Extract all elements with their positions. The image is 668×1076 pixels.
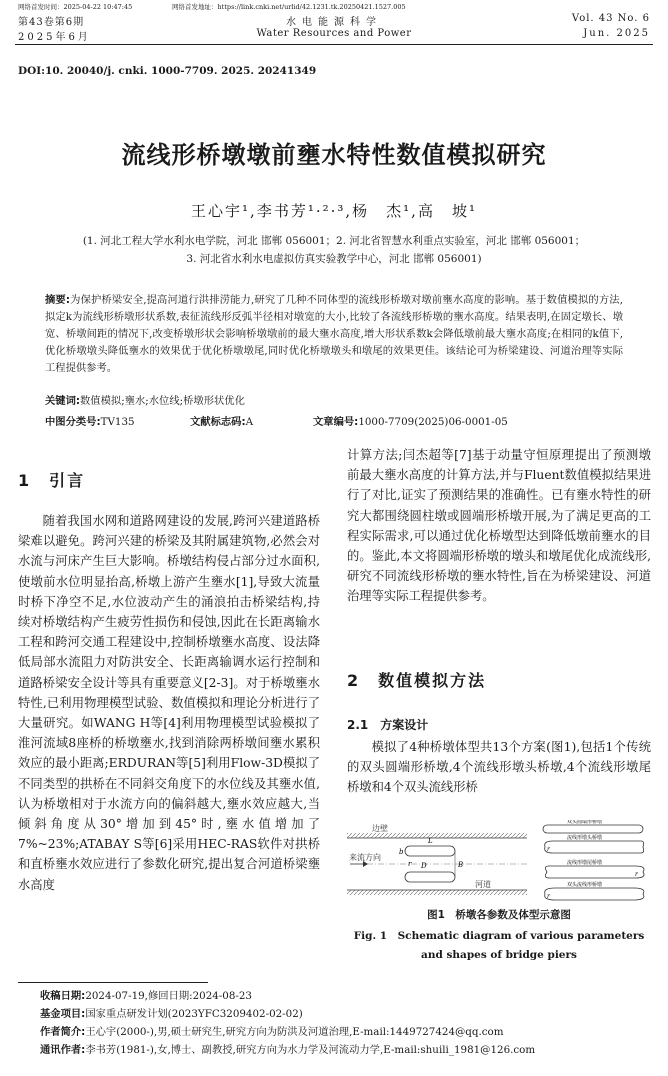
clc bbox=[45, 413, 135, 428]
keywords bbox=[45, 393, 623, 410]
journal-name-cn: 水电能源科学 bbox=[286, 17, 382, 28]
doc-code bbox=[190, 413, 253, 428]
shape-label-r-1: r bbox=[547, 846, 550, 853]
shape-label-r-3: r bbox=[547, 893, 550, 900]
shape-label-4: 双头流线形桥墩 bbox=[567, 882, 603, 888]
keywords-label: 关键词: bbox=[45, 395, 81, 407]
section-2-1-body bbox=[347, 737, 651, 798]
clc-label: 中图分类号: bbox=[45, 416, 101, 428]
abstract-text: 为保护桥梁安全,提高河道行洪排涝能力,研究了几种不同体型的流线形桥墩对墩前壅水高度的影响。基于数值模拟的方法,拟定k为流线形桥墩形状系数,表征流线形反弧半径相对墩宽的大小,比较了各流线形桥墩的壅水高度。结果表明,在固定墩长、墩宽、桥墩间距的情况下,改变桥墩形状会影响桥墩墩前的最大壅水高度,增大形状系数k会降低墩前最大壅水高度;在相同的k值下,优化桥墩墩头降低壅水的效果优于优化桥墩墩尾,同时优化桥墩墩头和墩尾的效果更佳。该结论可为桥梁建设、河道治理等实际工程提供参考。 bbox=[45, 294, 623, 374]
article-number-value: 1000-7709(2025)06-0001-05 bbox=[358, 416, 508, 428]
shape-round-pier bbox=[543, 825, 643, 833]
figure-caption-en-2: and shapes of bridge piers bbox=[421, 949, 577, 961]
author-bio-label: 作者简介: bbox=[40, 1026, 86, 1038]
abstract bbox=[45, 292, 623, 377]
corresponding-text[interactable]: 李书芳(1981-),女,博士、副教授,研究方向为水力学及河流动力学,E-mail:shuili_1981@126.com bbox=[85, 1044, 536, 1056]
label-flow: 来流方向 bbox=[349, 853, 381, 862]
footnotes bbox=[40, 987, 640, 1059]
section-1-paragraph: 随着我国水网和道路网建设的发展,跨河兴建道路桥梁难以避免。跨河兴建的桥梁及其附属建筑物,必然会对水流与河床产生巨大影响。桥墩结构侵占部分过水面积,使墩前水位明显抬高,桥墩上游产生壅水[1],导致大流量时桥下净空不足,水位波动产生的涌浪拍击桥梁结构,持续对桥墩结构产生疲劳性损伤和侵蚀,因此在长距离输水工程和跨河交通工程建设中,控制桥墩壅水高度、设法降低局部水流阻力对防洪安全、长距离输调水运行控制和道路桥梁安全设计等具有重要意义[2-3]。对于桥墩壅水特性,已利用物理模型试验、数值模拟和理论分析进行了大量研究。如WANG H等[4]利用物理模型试验模拟了淮河流域8座桥的桥墩壅水,找到消除两桥墩间壅水累积效应的最小距离;ERDURAN等[5]利用Flow-3D模拟了不同类型的拱桥在不同斜交角度下的水位线及其壅水值,认为桥墩相对于水流方向的偏斜越大,壅水效应越大,当倾斜角度从30°增加到45°时,壅水值增加了7%~23%;ATABAY S等[6]采用HEC-RAS软件对拱桥和直桥壅水效应进行了参数化研究,提出复合河道桥梁壅水高度 bbox=[18, 514, 320, 892]
online-publish-time: 网络首发时间：2025-04-22 10:47:45 bbox=[18, 3, 133, 11]
label-channel: 河道 bbox=[475, 880, 491, 889]
footnote-rule bbox=[18, 982, 208, 983]
corresponding-label: 通讯作者: bbox=[40, 1044, 86, 1056]
right-column-top bbox=[347, 445, 651, 607]
figure-1-diagram bbox=[345, 820, 650, 905]
left-column bbox=[18, 511, 320, 895]
label-bank: 边壁 bbox=[372, 824, 388, 833]
date-cn: 2025年6月 bbox=[18, 32, 91, 43]
page-title: 流线形桥墩墩前壅水特性数值模拟研究 bbox=[121, 141, 547, 169]
affiliation-line-2: 3. 河北省水利水电虚拟仿真实验教学中心，河北 邯郸 056001) bbox=[186, 253, 482, 265]
journal-name-en: Water Resources and Power bbox=[256, 28, 412, 39]
author-bio bbox=[40, 1023, 640, 1041]
label-r-main: r bbox=[408, 860, 412, 868]
abstract-label: 摘要: bbox=[45, 294, 70, 306]
section-2-1-paragraph: 模拟了4种桥墩体型共13个方案(图1),包括1个传统的双头圆端形桥墩,4个流线形墩头桥墩,4个流线形墩尾桥墩和4个双头流线形桥 bbox=[347, 740, 651, 795]
article-number-label: 文章编号: bbox=[313, 416, 359, 428]
doi[interactable]: DOI:10. 20040/j. cnki. 1000-7709. 2025. 20241349 bbox=[18, 65, 317, 77]
funding-text: 国家重点研发计划(2023YFC3209402-02-02) bbox=[85, 1008, 303, 1020]
received-date bbox=[40, 987, 640, 1005]
figure-caption-en-1: Fig. 1 Schematic diagram of various parameters bbox=[353, 930, 645, 942]
shape-streamline-tail bbox=[545, 866, 644, 878]
label-B: B bbox=[458, 861, 464, 869]
upper-wall-hatch bbox=[347, 833, 527, 838]
received-label: 收稿日期: bbox=[40, 990, 86, 1002]
received-text: 2024-07-19,修回日期:2024-08-23 bbox=[85, 990, 252, 1002]
pier-upper bbox=[405, 846, 455, 856]
label-D: D bbox=[421, 862, 427, 870]
pier-lower bbox=[405, 872, 455, 882]
shape-label-r-2: r bbox=[635, 871, 638, 878]
shape-double-streamline bbox=[545, 888, 644, 900]
clc-value: TV135 bbox=[100, 416, 135, 428]
authors: 王心宇¹,李书芳¹·²·³,杨 杰¹,高 坡¹ bbox=[191, 202, 477, 220]
date-en: Jun. 2025 bbox=[583, 28, 650, 39]
label-b: b bbox=[399, 848, 404, 856]
doc-code-label: 文献标志码: bbox=[190, 416, 246, 428]
funding-label: 基金项目: bbox=[40, 1008, 86, 1020]
doc-code-value: A bbox=[245, 416, 254, 428]
online-publish-url[interactable]: 网络首发地址：https://link.cnki.net/urlid/42.1231.tk.20250421.1527.005 bbox=[172, 3, 406, 11]
article-number bbox=[313, 413, 508, 428]
volume-en: Vol. 43 No. 6 bbox=[571, 13, 650, 24]
funding bbox=[40, 1005, 640, 1023]
affiliation-line-1: (1. 河北工程大学水利水电学院，河北 邯郸 056001；2. 河北省智慧水利重点实验室，河北 邯郸 056001； bbox=[82, 235, 586, 247]
volume-cn: 第43卷第6期 bbox=[18, 17, 85, 28]
shape-label-3: 流线形墩尾桥墩 bbox=[567, 860, 603, 866]
figure-caption-cn: 图1 桥墩各参数及体型示意图 bbox=[427, 909, 571, 921]
shape-label-1: 双头圆端形桥墩 bbox=[567, 820, 603, 825]
label-L: L bbox=[428, 837, 433, 845]
lower-wall-hatch bbox=[347, 890, 527, 895]
section-1-heading: 1 引言 bbox=[18, 471, 86, 490]
author-bio-text[interactable]: 王心宇(2000-),男,硕士研究生,研究方向为防洪及河道治理,E-mail:1449727424@qq.com bbox=[85, 1026, 504, 1038]
section-2-heading: 2 数值模拟方法 bbox=[347, 671, 487, 690]
shape-streamline-head bbox=[545, 841, 644, 853]
shape-label-2: 流线形墩头桥墩 bbox=[567, 835, 603, 841]
keywords-text: 数值模拟;壅水;水位线;桥墩形状优化 bbox=[80, 395, 245, 407]
corresponding-author bbox=[40, 1041, 640, 1059]
section-2-1-heading: 2.1 方案设计 bbox=[347, 718, 429, 732]
header-rule bbox=[15, 44, 653, 45]
right-column-paragraph: 计算方法;闫杰超等[7]基于动量守恒原理提出了预测墩前最大壅水高度的计算方法,并与Fluent数值模拟结果进行了对比,证实了预测结果的准确性。已有壅水特性的研究大都围绕圆柱墩或圆端形桥墩开展,为了满足更高的工程实际需求,可以通过优化桥墩型达到降低墩前壅水的目的。鉴此,本文将圆端形桥墩的墩头和墩尾优化成流线形,研究不同流线形桥墩的壅水特性,旨在为桥梁建设、河道治理等实际工程提供参考。 bbox=[347, 448, 651, 604]
